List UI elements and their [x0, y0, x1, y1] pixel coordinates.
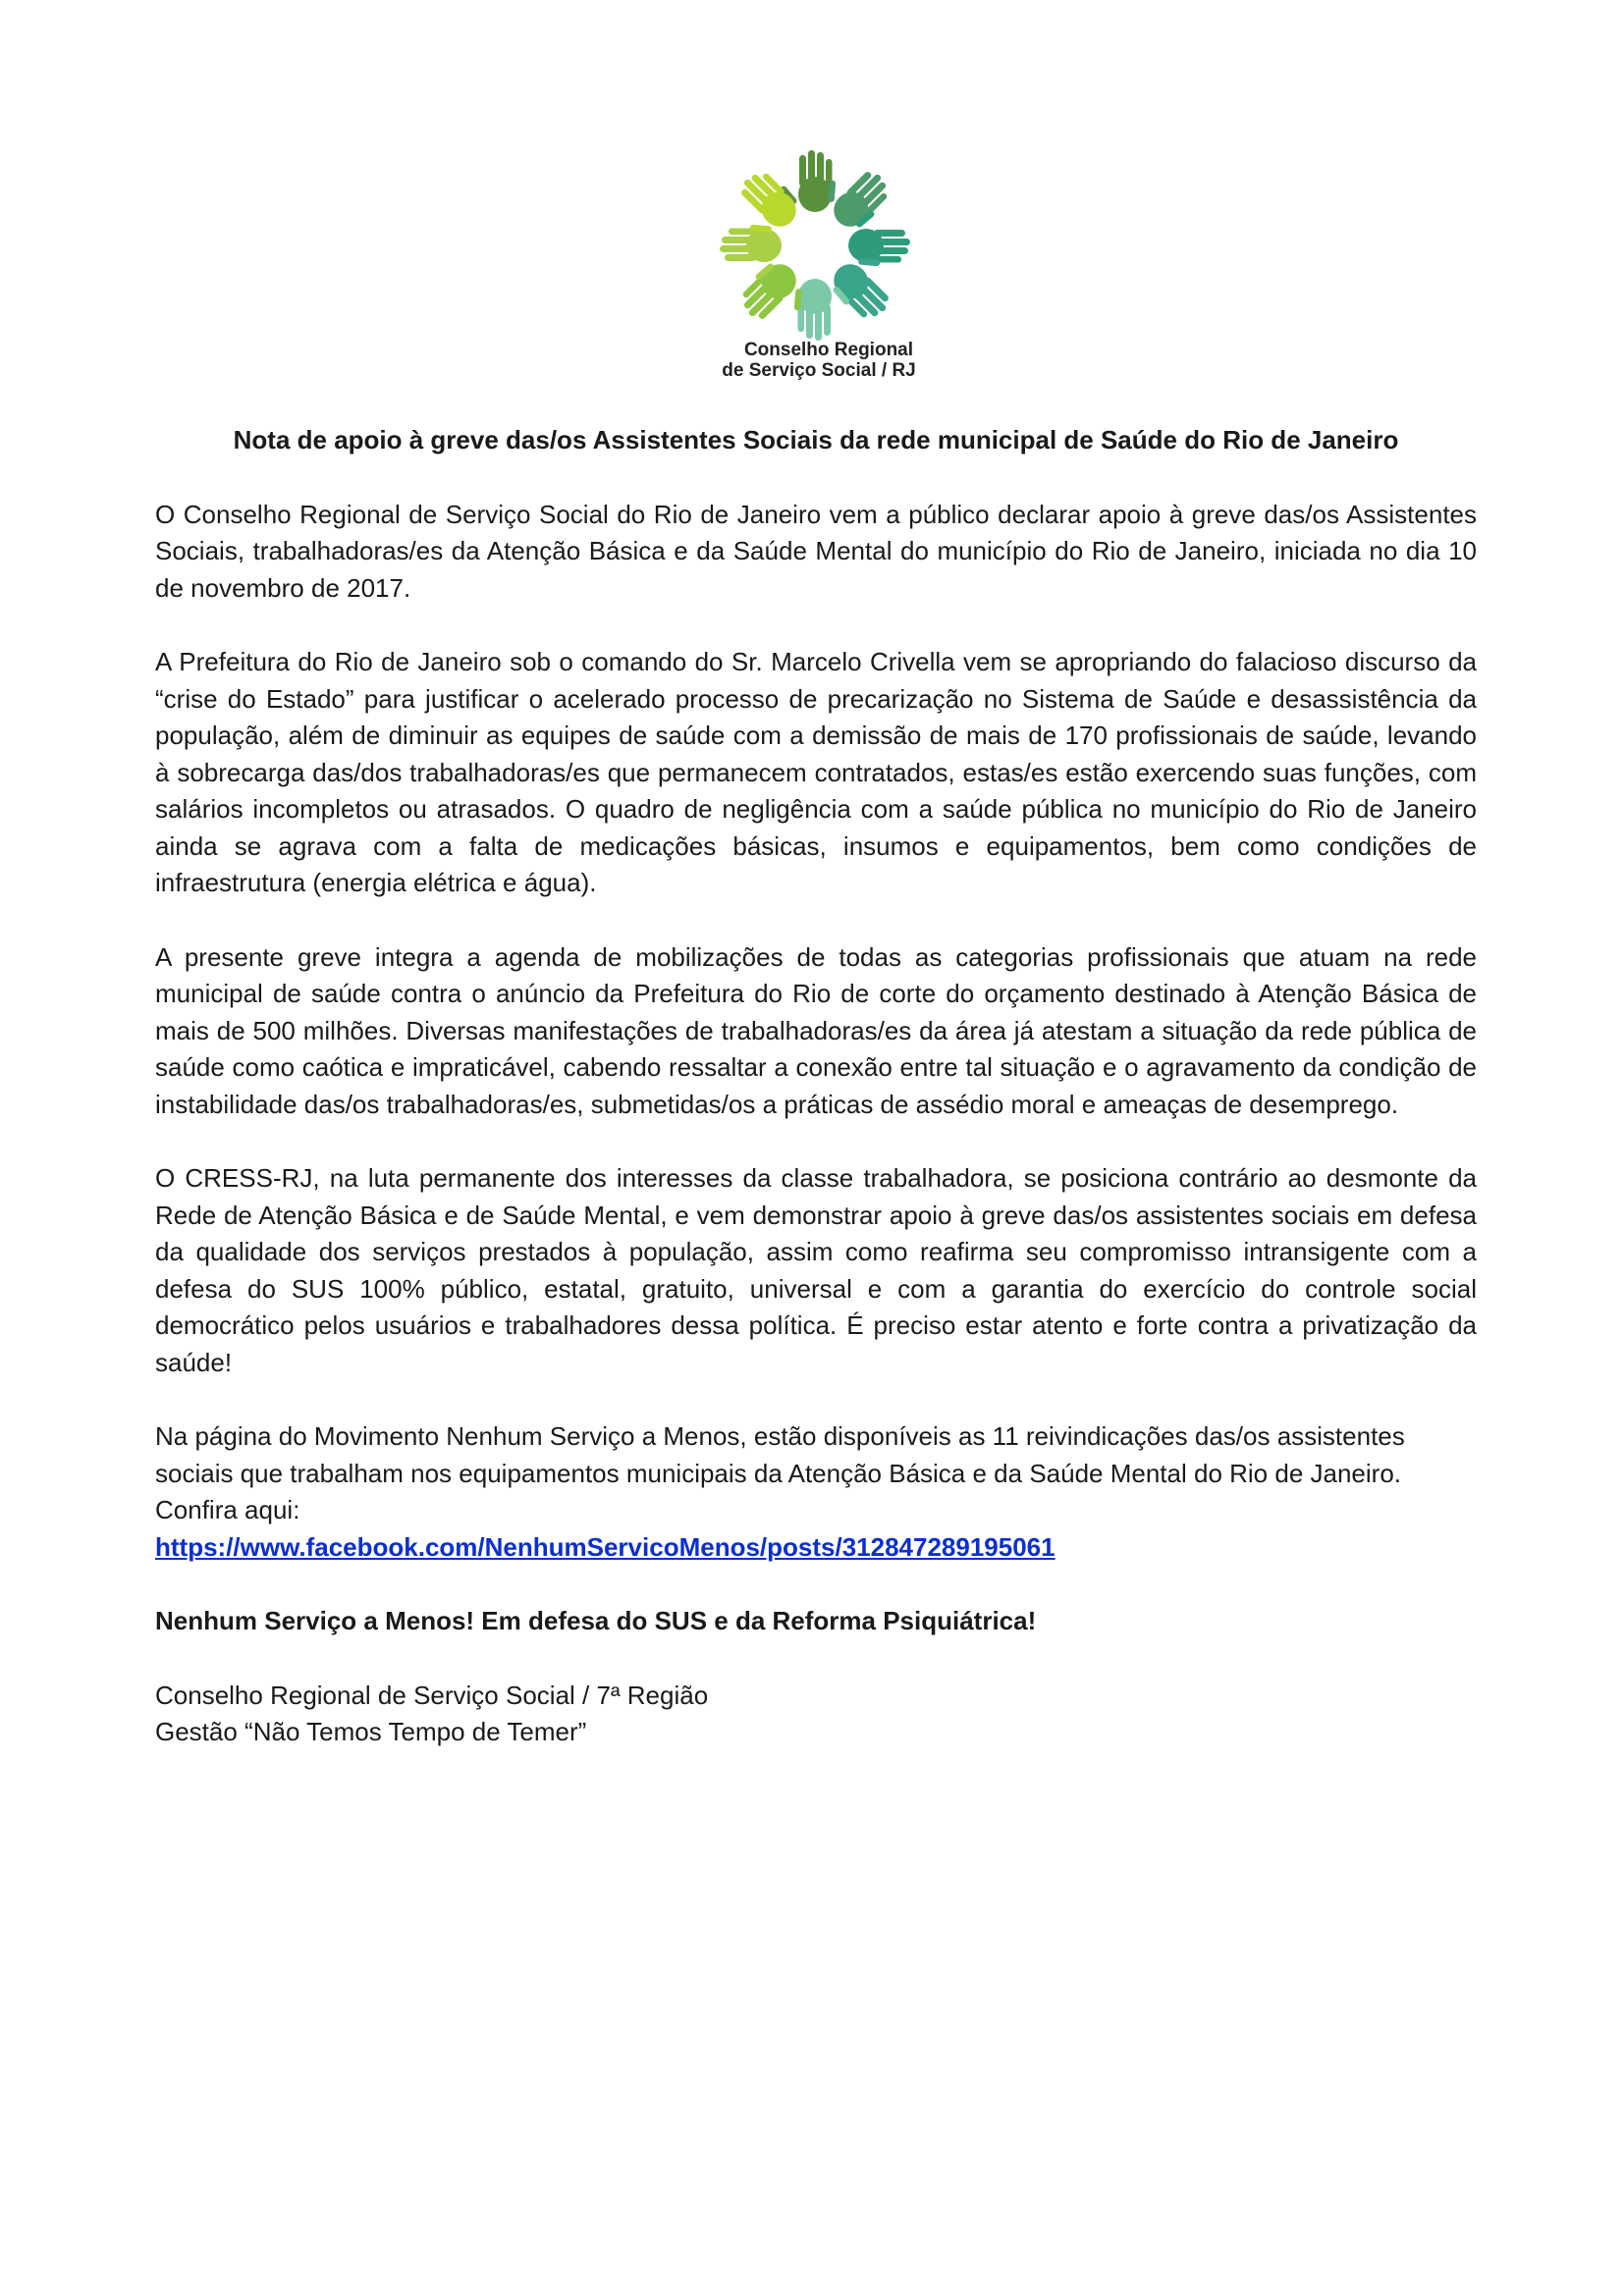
- cress-logo: [687, 147, 943, 393]
- hands-circle-icon: [717, 147, 913, 344]
- paragraph-1: O Conselho Regional de Serviço Social do Rio de Janeiro vem a público declarar apoio à greve das/os Assistentes Sociais, trabalhadoras/es da Atenção Básica e da Saúde Mental do município do Rio de Janeiro, iniciada no dia 10 de novembro de 2017.: [155, 499, 1477, 603]
- signature-line-1: Conselho Regional de Serviço Social / 7ª Região: [155, 1680, 709, 1710]
- paragraph-5: [155, 1418, 1477, 1566]
- logo-caption: [687, 340, 943, 381]
- slogan: Nenhum Serviço a Menos! Em defesa do SUS e da Reforma Psiquiátrica!: [155, 1606, 1037, 1635]
- paragraph-5-text: Na página do Movimento Nenhum Serviço a Menos, estão disponíveis as 11 reivindicações das/os assistentes sociais que trabalham nos equipamentos municipais da Atenção Básica e da Saúde Mental do Rio de Janeiro. Confira aqui:: [155, 1421, 1405, 1524]
- document-body: [155, 422, 1477, 1751]
- logo-line-2: de Serviço Social / RJ: [722, 360, 916, 381]
- paragraph-4: O CRESS-RJ, na luta permanente dos interesses da classe trabalhadora, se posiciona contrário ao desmonte da Rede de Atenção Básica e de Saúde Mental, e vem demonstrar apoio à greve das/os assistentes sociais em defesa da qualidade dos serviços prestados à população, assim como reafirma seu compromisso intransigente com a defesa do SUS 100% público, estatal, gratuito, universal e com a garantia do exercício do controle social democrático pelos usuários e trabalhadores dessa política. É preciso estar atento e forte contra a privatização da saúde!: [155, 1163, 1477, 1377]
- facebook-link[interactable]: https://www.facebook.com/NenhumServicoMenos/posts/312847289195061: [155, 1531, 1056, 1562]
- signature-line-2: Gestão “Não Temos Tempo de Temer”: [155, 1717, 587, 1746]
- paragraph-3: A presente greve integra a agenda de mobilizações de todas as categorias profissionais que atuam na rede municipal de saúde contra o anúncio da Prefeitura do Rio de corte do orçamento destinado à Atenção Básica de mais de 500 milhões. Diversas manifestações de trabalhadoras/es da área já atestam a situação da rede pública de saúde como caótica e impraticável, cabendo ressaltar a conexão entre tal situação e o agravamento da condição de instabilidade das/os trabalhadoras/es, submetidas/os a práticas de assédio moral e ameaças de desemprego.: [155, 941, 1477, 1119]
- logo-line-1: Conselho Regional: [743, 340, 914, 360]
- paragraph-2: A Prefeitura do Rio de Janeiro sob o comando do Sr. Marcelo Crivella vem se apropriando do falacioso discurso da “crise do Estado” para justificar o acelerado processo de precarização no Sistema de Saúde e desassistência da população, além de diminuir as equipes de saúde com a demissão de mais de 170 profissionais de saúde, levando à sobrecarga das/dos trabalhadoras/es que permanecem contratados, estas/es estão exercendo suas funções, com salários incompletos ou atrasados. O quadro de negligência com a saúde pública no município do Rio de Janeiro ainda se agrava com a falta de medicações básicas, insumos e equipamentos, bem como condições de infraestrutura (energia elétrica e água).: [155, 647, 1477, 897]
- signature: [155, 1678, 1477, 1751]
- document-title: Nota de apoio à greve das/os Assistentes Sociais da rede municipal de Saúde do Rio de Janeiro: [233, 425, 1399, 454]
